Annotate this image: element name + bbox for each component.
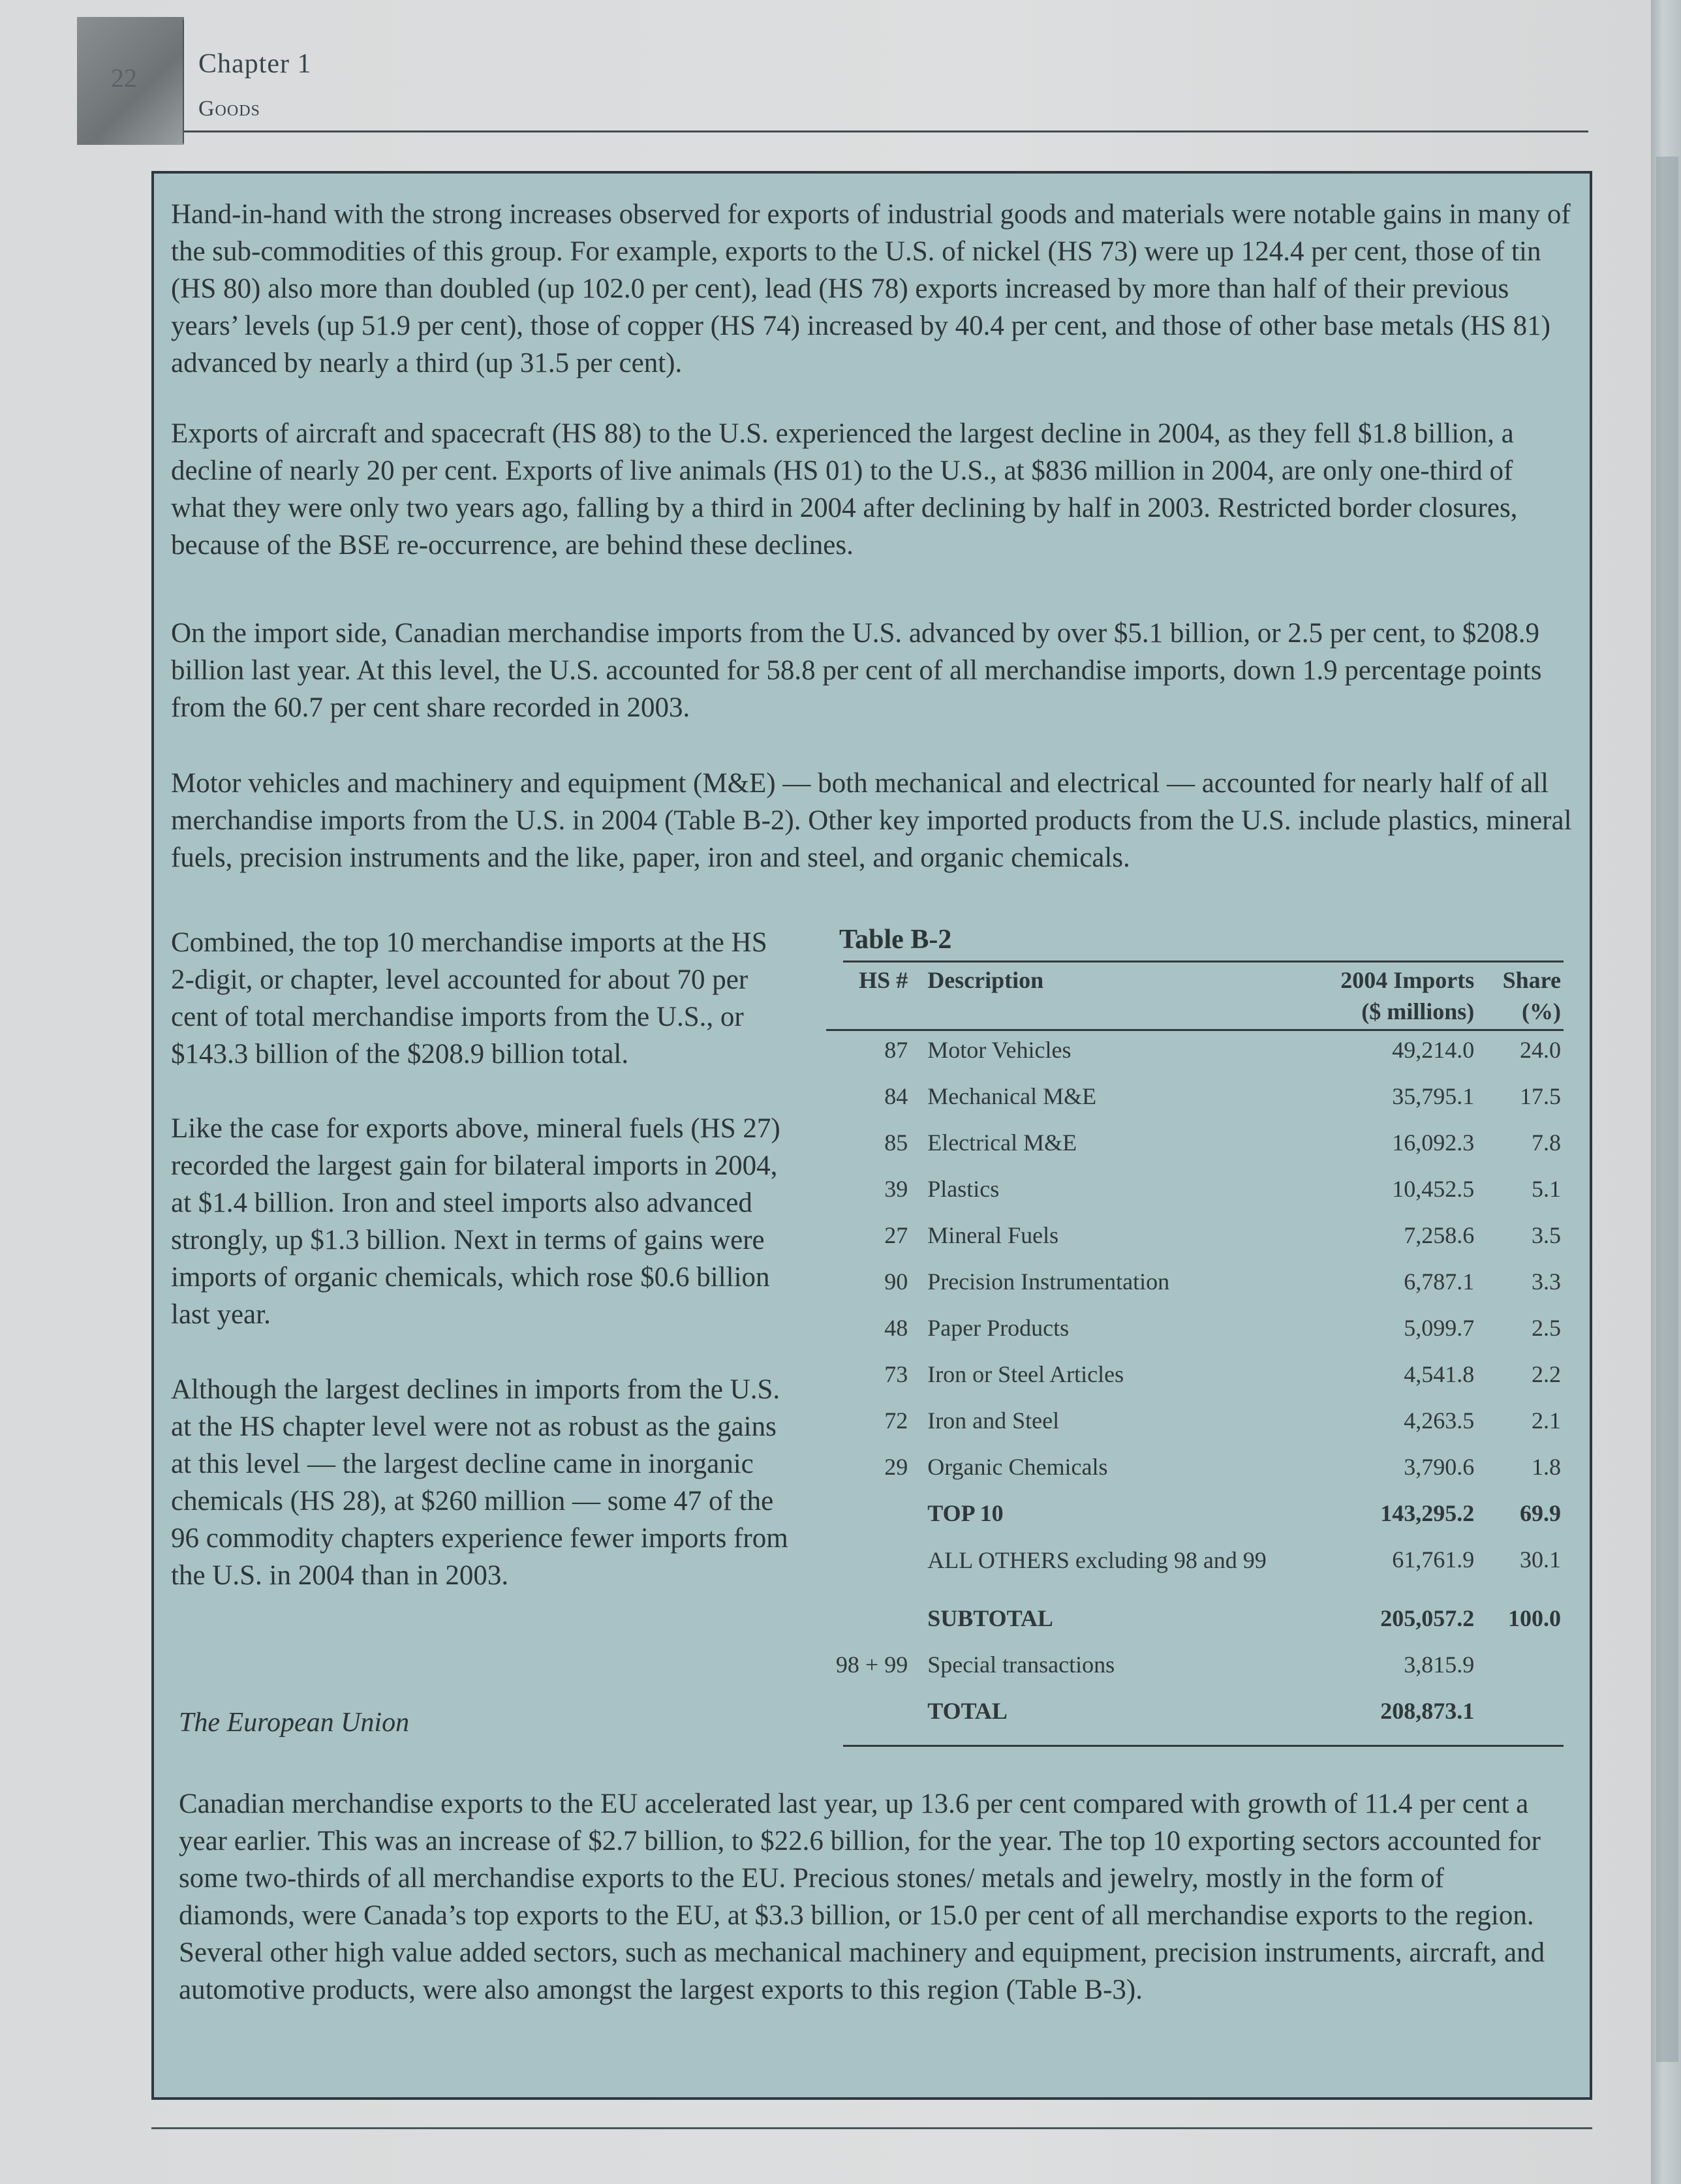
table-row (826, 1031, 1564, 1077)
cell-description: Special transactions (927, 1652, 1115, 1678)
table-row (826, 1124, 1564, 1170)
cell-share: 17.5 (1520, 1083, 1561, 1109)
cell-hs: 85 (884, 1130, 908, 1156)
table-b2 (826, 924, 1564, 1747)
cell-share: 2.5 (1532, 1315, 1561, 1341)
cell-imports: 4,541.8 (1404, 1361, 1475, 1387)
table-title: Table B-2 (839, 925, 952, 955)
cell-share: 7.8 (1532, 1130, 1561, 1156)
cell-description: Electrical M&E (927, 1130, 1077, 1156)
cell-share: 100.0 (1508, 1605, 1561, 1631)
header-rule (184, 131, 1588, 132)
cell-share: 30.1 (1520, 1546, 1561, 1573)
cell-description: Iron or Steel Articles (927, 1361, 1124, 1387)
col-unit-imports: ($ millions) (1361, 998, 1475, 1024)
table-row (826, 1448, 1564, 1494)
cell-hs (826, 1541, 925, 1599)
cell-hs (826, 1599, 925, 1646)
cell-description: ALL OTHERS excluding 98 and 99 (927, 1547, 1267, 1573)
cell-share: 2.2 (1532, 1361, 1561, 1387)
cell-imports: 3,815.9 (1404, 1652, 1475, 1678)
paragraph: On the import side, Canadian merchandise imports from the U.S. advanced by over $5.1 billion, or 2.5 per cent, to $208.9 billion last year. At this level, the U.S. accounted for 58.8 per cent of all merchandise imports, down 1.9 percentage points from the 60.7 per cent share recorded in 2003. (171, 618, 1542, 723)
cell-description: TOP 10 (927, 1500, 1004, 1526)
cell-description: Organic Chemicals (927, 1454, 1108, 1480)
cell-description: Mechanical M&E (927, 1083, 1097, 1109)
content-box (151, 171, 1592, 2100)
paragraph: Exports of aircraft and spacecraft (HS 88) to the U.S. experienced the largest decline in 2004, as they fell $1.8 billion, a decline of nearly 20 per cent. Exports of live animals (HS 01) to the U.S., at $836 million in 2004, are only one-third of what they were only two years ago, falling by a third in 2004 after declining by half in 2003. Restricted border closures, because of the BSE re-occurrence, are behind these declines. (171, 418, 1518, 561)
col-unit-share: (%) (1522, 998, 1561, 1024)
table-row (826, 1402, 1564, 1448)
footer-rule (151, 2127, 1592, 2129)
header-side-rule (183, 20, 184, 144)
cell-imports: 10,452.5 (1392, 1176, 1475, 1202)
col-header-description: Description (927, 967, 1044, 993)
cell-hs: 72 (884, 1407, 908, 1434)
cell-share: 1.8 (1532, 1454, 1561, 1480)
col-header-imports: 2004 Imports (1340, 967, 1475, 993)
cell-description: Iron and Steel (927, 1407, 1060, 1434)
cell-imports: 6,787.1 (1404, 1269, 1475, 1295)
chapter-label: Chapter 1 (198, 49, 312, 79)
paragraph: Hand-in-hand with the strong increases observed for exports of industrial goods and materials were notable gains in many of the sub-commodities of this group. For example, exports to the U.S. of nickel (HS 73) were up 124.4 per cent, those of tin (HS 80) also more than doubled (up 102.0 per cent), lead (HS 78) exports increased by more than half of their previous years’ levels (up 51.9 per cent), those of copper (HS 74) increased by 40.4 per cent, and those of other base metals (HS 81) advanced by nearly a third (up 31.5 per cent). (171, 199, 1571, 378)
cell-description: Motor Vehicles (927, 1037, 1072, 1063)
cell-imports: 3,790.6 (1404, 1454, 1475, 1480)
cell-hs: 84 (884, 1083, 908, 1109)
cell-hs: 27 (884, 1222, 908, 1248)
cell-share: 3.3 (1532, 1269, 1561, 1295)
table-row (826, 1494, 1564, 1541)
table-row (826, 1599, 1564, 1646)
cell-hs: 48 (884, 1315, 908, 1341)
cell-imports: 5,099.7 (1404, 1315, 1475, 1341)
paragraph: Motor vehicles and machinery and equipment (M&E) — both mechanical and electrical — accounted for nearly half of all merchandise imports from the U.S. in 2004 (Table B-2). Other key imported products from the U.S. include plastics, mineral fuels, precision instruments and the like, paper, iron and steel, and organic chemicals. (171, 768, 1572, 873)
cell-description: Mineral Fuels (927, 1222, 1059, 1248)
cell-imports: 205,057.2 (1380, 1605, 1475, 1631)
cell-share: 69.9 (1520, 1500, 1561, 1526)
table-bottom-rule (843, 1745, 1564, 1747)
section-heading: The European Union (179, 1708, 410, 1738)
cell-hs: 73 (884, 1361, 908, 1387)
cell-hs: 87 (884, 1037, 908, 1063)
left-paragraph: Combined, the top 10 merchandise imports at the HS 2-digit, or chapter, level accounted for about 70 per cent of total merchandise imports from the U.S., or $143.3 billion of the $208.9 billion total. (171, 927, 767, 1069)
cell-imports: 16,092.3 (1392, 1130, 1475, 1156)
cell-hs: 90 (884, 1269, 908, 1295)
cell-hs (826, 1692, 925, 1738)
cell-share (1487, 1692, 1564, 1738)
paragraph: Canadian merchandise exports to the EU accelerated last year, up 13.6 per cent compared with growth of 11.4 per cent a year earlier. This was an increase of $2.7 billion, to $22.6 billion, for the year. The top 10 exporting sectors accounted for some two-thirds of all merchandise exports to the EU. Precious stones/ metals and jewelry, mostly in the form of diamonds, were Canada’s top exports to the EU, at $3.3 billion, or 15.0 per cent of all merchandise exports to the region. Several other high value added sectors, such as mechanical machinery and equipment, precision instruments, aircraft, and automotive products, were also amongst the largest exports to this region (Table B-3). (179, 1789, 1545, 2005)
imports-table (826, 962, 1564, 1738)
adjacent-page-edge (1651, 0, 1681, 2184)
cell-imports: 35,795.1 (1392, 1083, 1475, 1109)
col-header-hs: HS # (859, 967, 908, 993)
left-paragraph: Like the case for exports above, mineral fuels (HS 27) recorded the largest gain for bilateral imports in 2004, at $1.4 billion. Iron and steel imports also advanced strongly, up $1.3 billion. Next in terms of gains were imports of organic chemicals, which rose $0.6 billion last year. (171, 1113, 780, 1330)
col-header-share: Share (1502, 967, 1561, 993)
cell-description: TOTAL (927, 1698, 1008, 1724)
cell-share: 2.1 (1532, 1407, 1561, 1434)
table-row (826, 1309, 1564, 1355)
cell-imports: 7,258.6 (1404, 1222, 1475, 1248)
cell-share: 24.0 (1520, 1037, 1561, 1063)
cell-imports: 49,214.0 (1392, 1037, 1475, 1063)
table-row (826, 1355, 1564, 1402)
cell-share: 3.5 (1532, 1222, 1561, 1248)
table-row (826, 1170, 1564, 1216)
table-row (826, 1077, 1564, 1124)
cell-description: Paper Products (927, 1315, 1070, 1341)
cell-imports: 4,263.5 (1404, 1407, 1475, 1434)
cell-description: Precision Instrumentation (927, 1269, 1170, 1295)
cell-hs: 39 (884, 1176, 908, 1202)
cell-share: 5.1 (1532, 1176, 1561, 1202)
table-row (826, 1541, 1564, 1599)
cell-imports: 143,295.2 (1380, 1500, 1475, 1526)
cell-imports: 208,873.1 (1380, 1698, 1475, 1724)
table-row (826, 1263, 1564, 1309)
table-row (826, 1646, 1564, 1692)
section-label: Goods (198, 97, 260, 121)
table-row (826, 1692, 1564, 1738)
cell-description: SUBTOTAL (927, 1605, 1053, 1631)
cell-hs: 98 + 99 (835, 1652, 908, 1678)
cell-description: Plastics (927, 1176, 1000, 1202)
cell-imports: 61,761.9 (1392, 1546, 1475, 1573)
table-row (826, 1216, 1564, 1263)
cell-hs: 29 (884, 1454, 908, 1480)
cell-hs (826, 1494, 925, 1541)
page-number: 22 (111, 63, 137, 93)
cell-share (1487, 1646, 1564, 1692)
left-paragraph: Although the largest declines in imports from the U.S. at the HS chapter level were not as robust as the gains at this level — the largest decline came in inorganic chemicals (HS 28), at $260 million — some 47 of the 96 commodity chapters experience fewer imports from the U.S. in 2004 than in 2003. (171, 1374, 788, 1591)
